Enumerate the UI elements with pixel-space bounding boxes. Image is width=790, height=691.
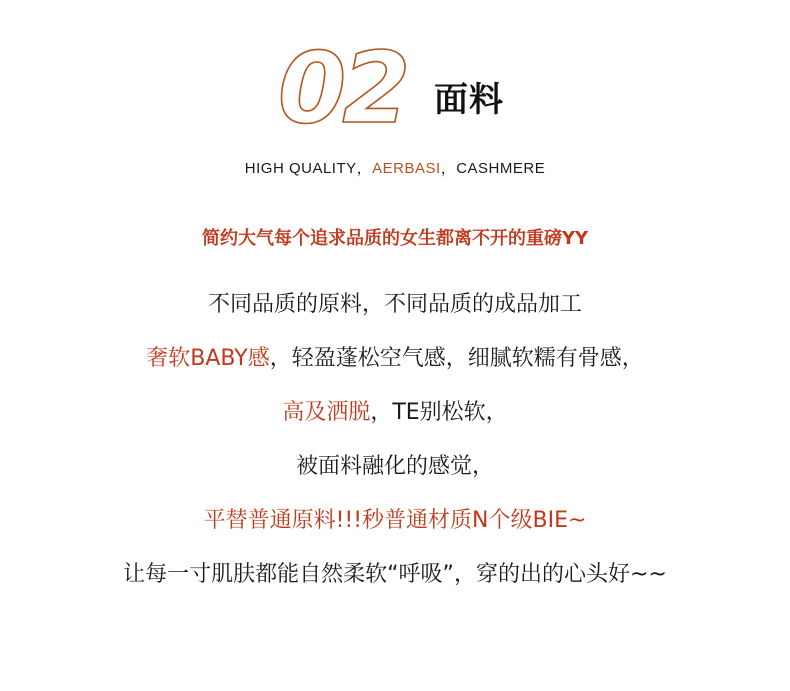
description-line-5 [0, 502, 790, 556]
section-number-outline [276, 36, 416, 136]
line-text: 让每一寸肌肤都能自然柔软“呼吸”，穿的出的心头好~~ [123, 562, 667, 587]
description-line-1 [0, 286, 790, 340]
subtitle-part1: HIGH QUALITY， [244, 160, 373, 177]
section-title: 面料 [434, 80, 504, 120]
section-number-text: 02 [278, 36, 407, 136]
line-highlight: 高及洒脱 [282, 400, 371, 425]
line-text: 不同品质的原料，不同品质的成品加工 [207, 292, 582, 317]
subtitle-part2: ，CASHMERE [440, 160, 546, 177]
line-text: ，轻盈蓬松空气感，细腻软糯有骨感， [269, 346, 644, 371]
section-number [276, 36, 416, 136]
tagline: 简约大气每个追求品质的女生都离不开的重磅YY [201, 228, 589, 249]
description-line-3 [0, 394, 790, 448]
line-text: ，TE别松软， [370, 400, 508, 425]
description-line-2 [0, 340, 790, 394]
subtitle [0, 157, 790, 178]
subtitle-brand: AERBASI [372, 160, 441, 177]
line-highlight: 平替普通原料!!!秒普通材质N个级BIE~ [203, 508, 587, 533]
description-block [0, 286, 790, 610]
line-highlight: 奢软BABY感 [146, 346, 270, 371]
section-header [0, 28, 790, 138]
description-line-6 [0, 556, 790, 610]
description-line-4 [0, 448, 790, 502]
line-text: 被面料融化的感觉， [295, 454, 494, 479]
